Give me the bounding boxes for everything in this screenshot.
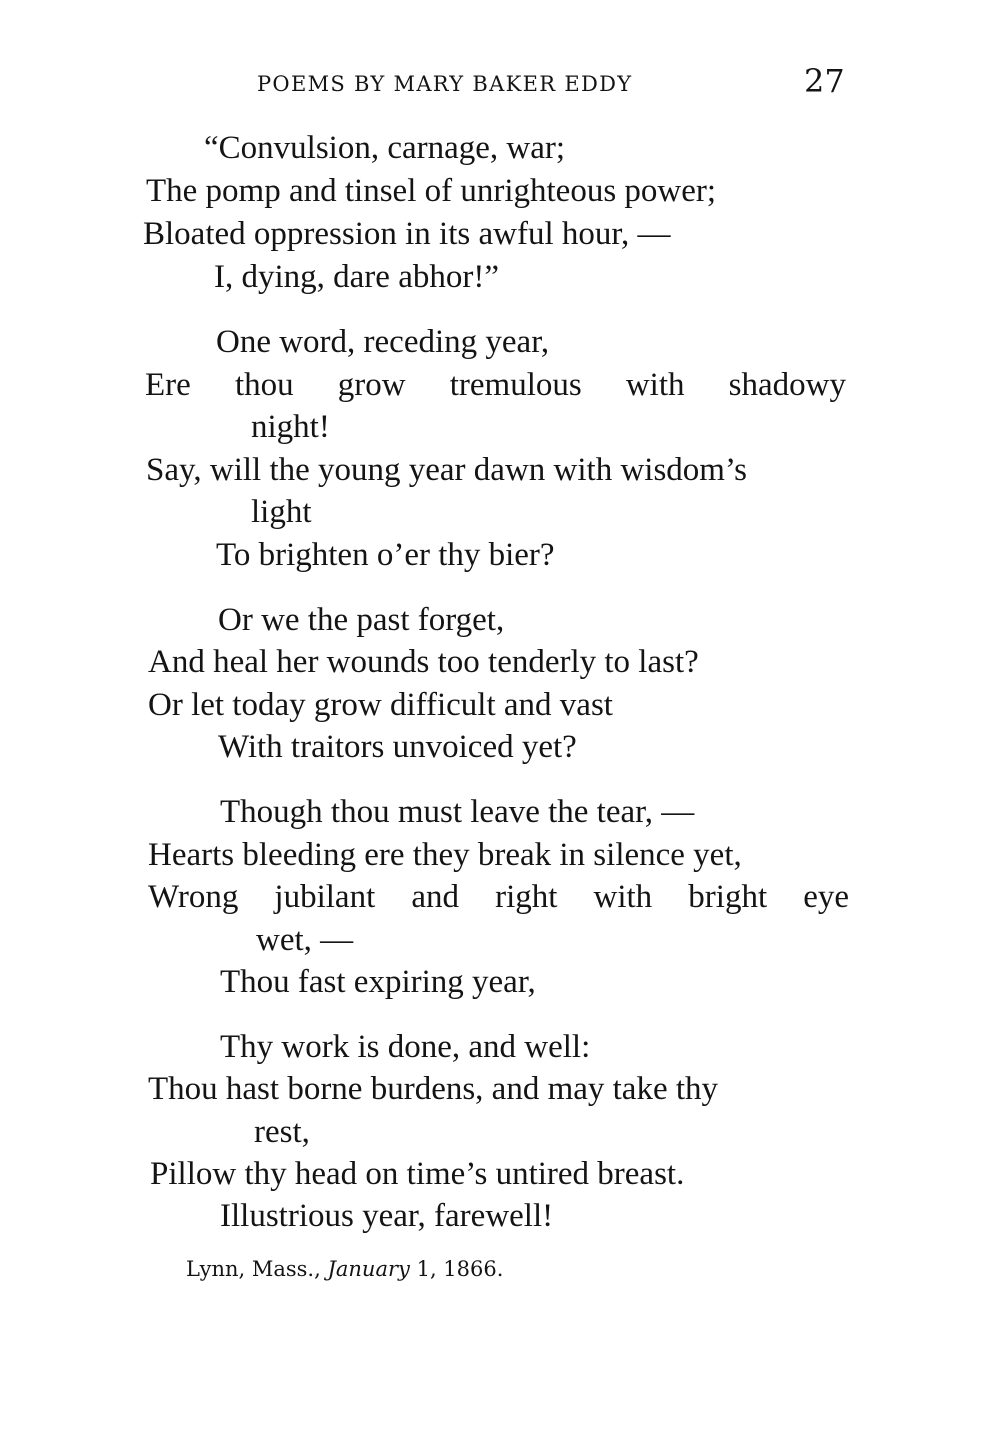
poem-line: And heal her wounds too tenderly to last? [148, 644, 699, 680]
poem-line: One word, receding year, [216, 324, 550, 360]
word: grow [337, 367, 406, 403]
poem-line: night! [251, 409, 330, 445]
poem-line: light [251, 494, 312, 530]
dateline [186, 1257, 503, 1281]
word: thou [234, 367, 294, 403]
dateline-month: January [327, 1257, 410, 1281]
poem-line: Or let today grow difficult and vast [148, 687, 613, 723]
word: with [593, 879, 653, 915]
running-head [0, 62, 1000, 102]
word: tremulous [449, 367, 582, 403]
word: Wrong [148, 879, 239, 915]
poem-line: Though thou must leave the tear, — [220, 794, 695, 830]
page-number: 27 [804, 62, 845, 100]
poem-line: Say, will the young year dawn with wisdom’s [146, 452, 747, 488]
word: Ere [145, 367, 191, 403]
poem-line: The pomp and tinsel of unrighteous power; [146, 173, 717, 209]
word: and [411, 879, 459, 915]
poem-line: Or we the past forget, [218, 602, 505, 638]
dateline-place: Lynn, Mass., [186, 1257, 321, 1281]
poem-line: Bloated oppression in its awful hour, — [143, 216, 671, 252]
poem-line: To brighten o’er thy bier? [216, 537, 555, 573]
word: shadowy [728, 367, 846, 403]
poem-line: rest, [254, 1114, 310, 1150]
poem-line: wet, — [256, 922, 354, 958]
poem-line-justified [145, 369, 846, 402]
word: with [625, 367, 685, 403]
running-title: POEMS BY MARY BAKER EDDY [257, 72, 633, 96]
poem-line: “Convulsion, carnage, war; [204, 130, 566, 166]
poem-line: Illustrious year, farewell! [220, 1198, 554, 1234]
word: eye [803, 879, 849, 915]
poem-line: Thou fast expiring year, [220, 964, 536, 1000]
poem-line: With traitors unvoiced yet? [218, 729, 577, 765]
poem-line: Hearts bleeding ere they break in silence yet, [148, 837, 742, 873]
poem-line-justified [148, 881, 849, 914]
poem-line: Thou hast borne burdens, and may take thy [148, 1071, 719, 1107]
dateline-day-year: 1, 1866. [416, 1257, 504, 1281]
poem-line: Pillow thy head on time’s untired breast. [150, 1156, 685, 1192]
word: bright [688, 879, 768, 915]
poem-line: Thy work is done, and well: [220, 1029, 591, 1065]
poem-line: I, dying, dare abhor!” [214, 259, 499, 295]
word: jubilant [274, 879, 376, 915]
word: right [495, 879, 558, 915]
